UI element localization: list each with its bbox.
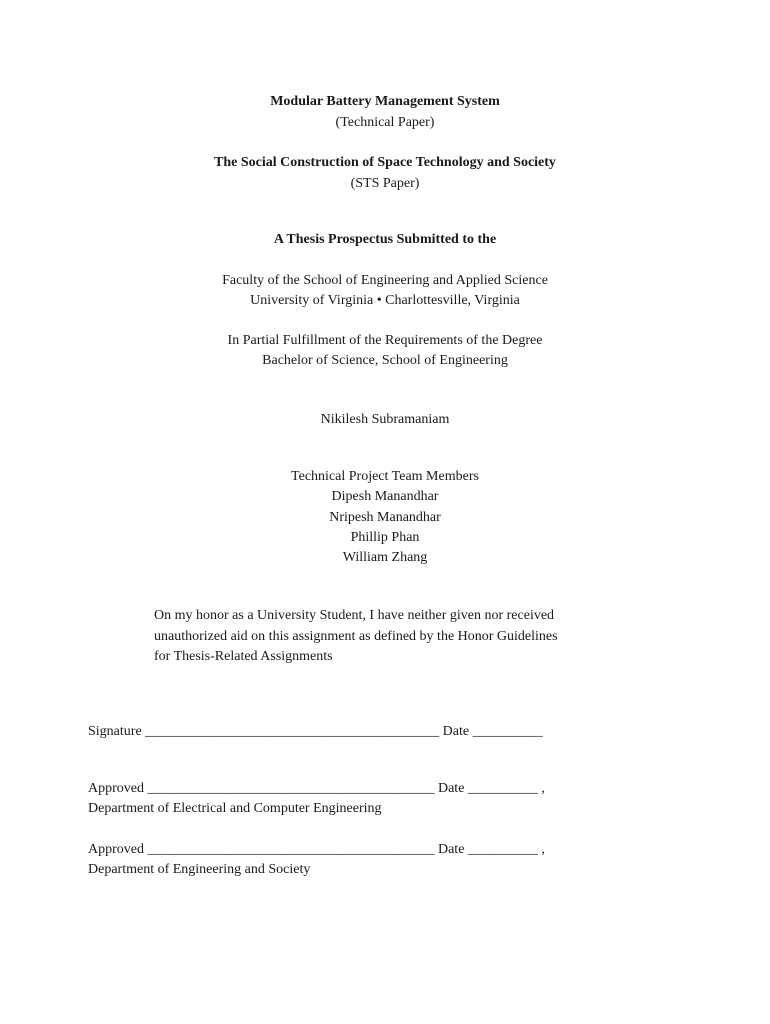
faculty-line: Faculty of the School of Engineering and Applied Science [222,273,548,288]
approval-department: Department of Electrical and Computer Engineering [88,801,382,816]
signature-line: Signature __________________________________________ Date __________ [88,724,543,739]
honor-pledge-line: On my honor as a University Student, I have neither given nor received [154,608,555,623]
team-member: Nripesh Manandhar [329,510,441,525]
team-heading: Technical Project Team Members [291,469,479,484]
sts-paper-title: The Social Construction of Space Technology and Society [214,155,556,170]
university-line: University of Virginia • Charlottesville, Virginia [250,293,520,308]
fulfillment-line: In Partial Fulfillment of the Requirements of the Degree [227,333,543,348]
technical-paper-title: Modular Battery Management System [270,94,500,109]
approval-line: Approved _________________________________________ Date __________ , [88,781,545,796]
prospectus-heading: A Thesis Prospectus Submitted to the [273,232,497,247]
team-member: Phillip Phan [350,530,420,545]
technical-paper-label: (Technical Paper) [335,115,435,130]
approval-department: Department of Engineering and Society [88,862,311,877]
degree-line: Bachelor of Science, School of Engineering [262,353,508,368]
sts-paper-label: (STS Paper) [350,176,420,191]
team-member: William Zhang [342,550,428,565]
approval-line: Approved _________________________________________ Date __________ , [88,842,545,857]
author-name: Nikilesh Subramaniam [320,412,450,427]
honor-pledge-line: unauthorized aid on this assignment as defined by the Honor Guidelines [154,629,558,644]
honor-pledge-line: for Thesis-Related Assignments [154,649,333,664]
team-member: Dipesh Manandhar [331,489,439,504]
